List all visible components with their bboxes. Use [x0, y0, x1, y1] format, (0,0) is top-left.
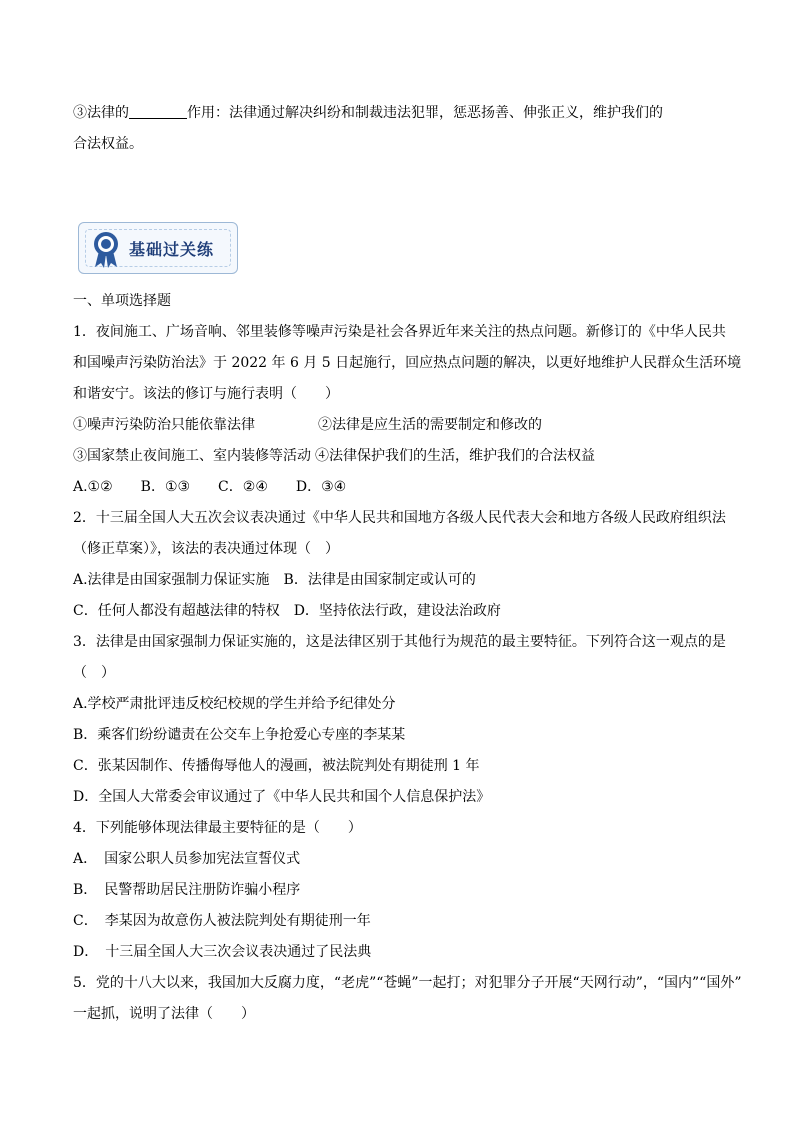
q2-options-cd[interactable]: C．任何人都没有超越法律的特权 D．坚持依法行政，建设法治政府 [73, 603, 501, 619]
medal-ribbon-icon [89, 229, 123, 269]
q3-line-2: （ ） [73, 665, 115, 681]
intro-line-1 [73, 103, 663, 123]
q3-option-c[interactable]: C．张某因制作、传播侮辱他人的漫画，被法院判处有期徒刑 1 年 [73, 758, 480, 774]
q3-option-d[interactable]: D．全国人大常委会审议通过了《中华人民共和国个人信息保护法》 [73, 789, 491, 805]
q1-line-1: 1．夜间施工、广场音响、邻里装修等噪声污染是社会各界近年来关注的热点问题。新修订的《中华人民共 [73, 324, 726, 340]
q1-choices[interactable]: A.①② B．①③ C．②④ D．③④ [73, 479, 347, 495]
q4-option-c[interactable]: C． 李某因为故意伤人被法院判处有期徒刑一年 [73, 913, 371, 929]
q1-option-4: ④法律保护我们的生活，维护我们的合法权益 [315, 448, 595, 464]
badge-title: 基础过关练 [129, 240, 215, 259]
q1-option-3: ③国家禁止夜间施工、室内装修等活动 [73, 448, 311, 464]
q1-option-2: ②法律是应生活的需要制定和修改的 [318, 417, 542, 433]
q4-option-a[interactable]: A． 国家公职人员参加宪法宣誓仪式 [73, 851, 301, 867]
section-heading: 一、单项选择题 [73, 293, 171, 309]
q5-line-1: 5．党的十八大以来，我国加大反腐力度，“老虎”“苍蝇”一起打；对犯罪分子开展“天网行动”，“国内”“国外” [73, 975, 742, 991]
intro-prefix: ③法律的 [73, 105, 129, 121]
intro-line-2: 合法权益。 [73, 136, 143, 152]
fill-blank[interactable] [129, 104, 187, 119]
q3-option-a[interactable]: A.学校严肃批评违反校纪校规的学生并给予纪律处分 [73, 696, 396, 712]
q2-line-1: 2．十三届全国人大五次会议表决通过《中华人民共和国地方各级人民代表大会和地方各级人民政府组织法 [73, 510, 726, 526]
q1-option-row-2 [73, 446, 723, 466]
q2-line-2: （修正草案）》，该法的表决通过体现（ ） [73, 541, 339, 557]
q4-option-b[interactable]: B． 民警帮助居民注册防诈骗小程序 [73, 882, 301, 898]
q1-line-2: 和国噪声污染防治法》于 2022 年 6 月 5 日起施行，回应热点问题的解决，以更好地维护人民群众生活环境 [73, 355, 742, 371]
q1-option-1: ①噪声污染防治只能依靠法律 [73, 417, 255, 433]
intro-suffix: 作用：法律通过解决纠纷和制裁违法犯罪，惩恶扬善、伸张正义，维护我们的 [187, 105, 663, 121]
q3-option-b[interactable]: B．乘客们纷纷谴责在公交车上争抢爱心专座的李某某 [73, 727, 406, 743]
section-badge [78, 222, 238, 274]
q5-line-2: 一起抓，说明了法律（ ） [73, 1006, 255, 1022]
q4-option-d[interactable]: D． 十三届全国人大三次会议表决通过了民法典 [73, 944, 372, 960]
q1-option-row-1 [73, 415, 723, 435]
q3-line-1: 3．法律是由国家强制力保证实施的，这是法律区别于其他行为规范的最主要特征。下列符合这一观点的是 [73, 634, 726, 650]
q2-options-ab[interactable]: A.法律是由国家强制力保证实施 B．法律是由国家制定或认可的 [73, 572, 476, 588]
q4-stem: 4．下列能够体现法律最主要特征的是（ ） [73, 820, 362, 836]
q1-line-3: 和谐安宁。该法的修订与施行表明（ ） [73, 386, 339, 402]
